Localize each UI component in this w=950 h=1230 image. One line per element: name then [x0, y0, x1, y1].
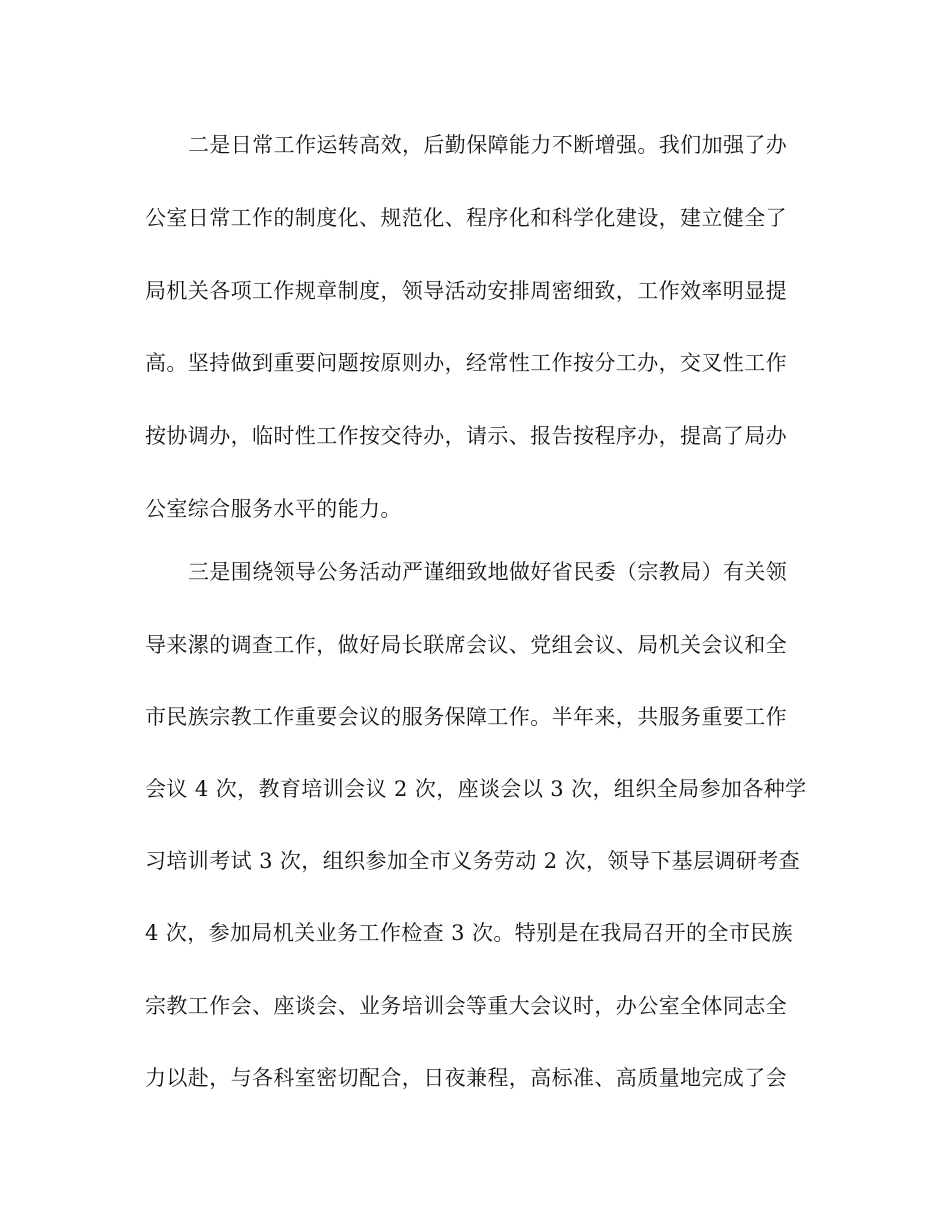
paragraph-3-line-1: 三是围绕领导公务活动严谨细致地做好省民委（宗教局）有关领 — [188, 560, 788, 584]
paragraph-3-line-6: 4 次，参加局机关业务工作检查 3 次。特别是在我局召开的全市民族 — [145, 921, 793, 945]
paragraph-2-line-5: 按协调办，临时性工作按交待办，请示、报告按程序办，提高了局办 — [145, 424, 787, 448]
paragraph-2-line-2: 公室日常工作的制度化、规范化、程序化和科学化建设，建立健全了 — [145, 206, 787, 230]
paragraph-3-line-5: 习培训考试 3 次，组织参加全市义务劳动 2 次，领导下基层调研考查 — [145, 849, 801, 873]
paragraph-2-line-4: 高。坚持做到重要问题按原则办，经常性工作按分工办，交叉性工作 — [145, 351, 787, 375]
paragraph-3-line-4: 会议 4 次，教育培训会议 2 次，座谈会以 3 次，组织全局参加各种学 — [145, 777, 807, 801]
paragraph-3-line-3: 市民族宗教工作重要会议的服务保障工作。半年来，共服务重要工作 — [145, 705, 787, 729]
paragraph-3-line-8: 力以赴，与各科室密切配合，日夜兼程，高标准、高质量地完成了会 — [145, 1066, 787, 1090]
paragraph-3-line-2: 导来漯的调查工作，做好局长联席会议、党组会议、局机关会议和全 — [145, 633, 787, 657]
paragraph-3-line-7: 宗教工作会、座谈会、业务培训会等重大会议时，办公室全体同志全 — [145, 994, 787, 1018]
paragraph-2-line-1: 二是日常工作运转高效，后勤保障能力不断增强。我们加强了办 — [188, 133, 788, 157]
paragraph-2-line-6: 公室综合服务水平的能力。 — [145, 497, 402, 521]
paragraph-2-line-3: 局机关各项工作规章制度，领导活动安排周密细致，工作效率明显提 — [145, 279, 787, 303]
